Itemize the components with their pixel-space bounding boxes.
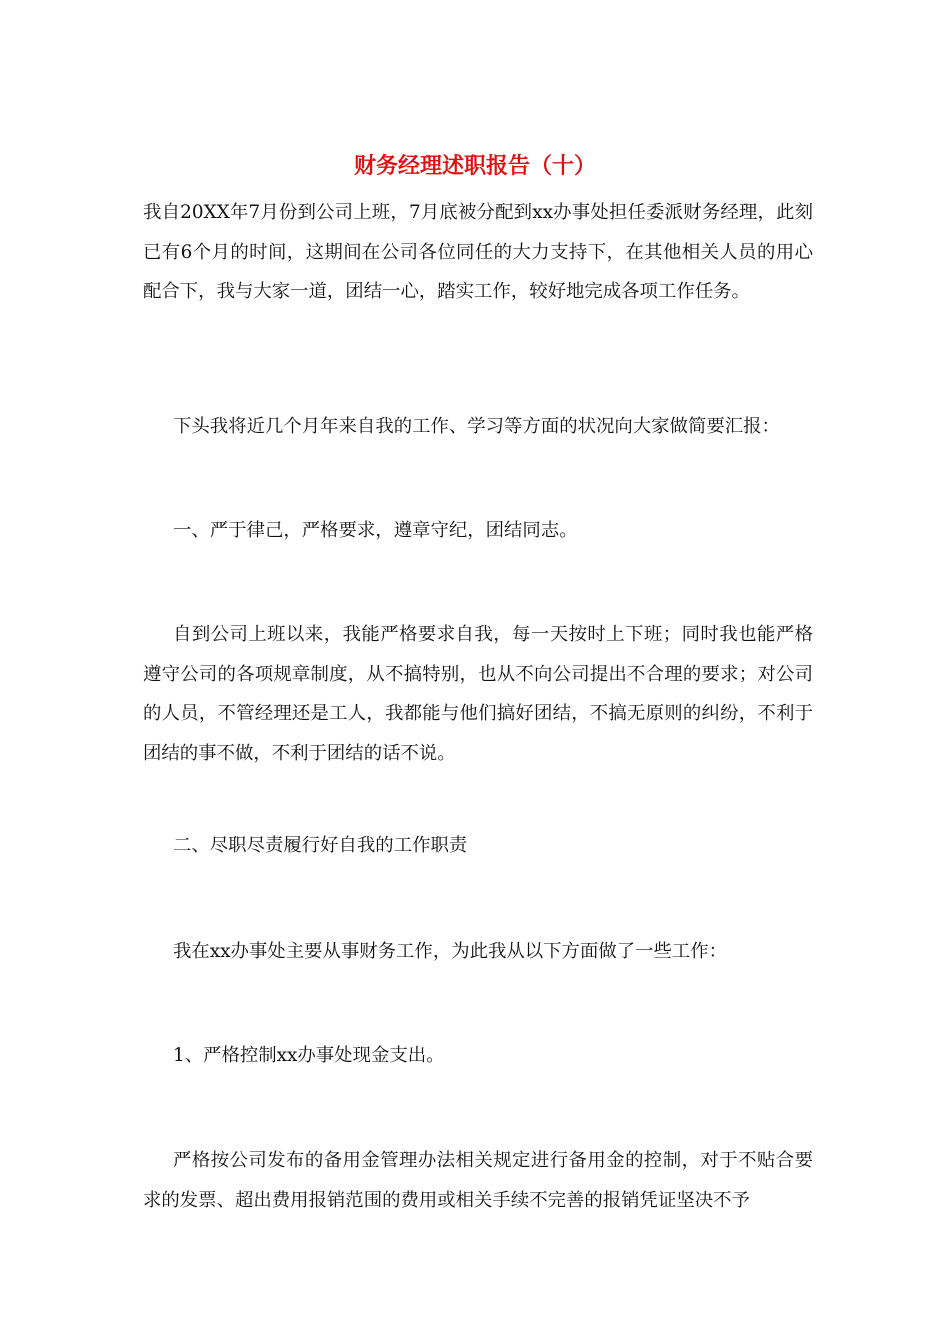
paragraph-item-1-body: 严格按公司发布的备用金管理办法相关规定进行备用金的控制，对于不贴合要求的发票、超出费用报销范围的费用或相关手续不完善的报销凭证坚决不予 <box>143 1150 813 1211</box>
paragraph-lead: 下头我将近几个月年来自我的工作、学习等方面的状况向大家做简要汇报： <box>173 416 780 437</box>
list-item-1: 1、严格控制xx办事处现金支出。 <box>173 1045 445 1066</box>
paragraph-section-1: 自到公司上班以来，我能严格要求自我，每一天按时上下班；同时我也能严格遵守公司的各项规章制度，从不搞特别，也从不向公司提出不合理的要求；对公司的人员，不管经理还是工人，我都能与他们搞好团结，不搞无原则的纠纷，不利于团结的事不做，不利于团结的话不说。 <box>143 624 813 764</box>
section-heading-1: 一、严于律己，严格要求，遵章守纪，团结同志。 <box>173 520 578 541</box>
paragraph-intro: 我自20XX年7月份到公司上班，7月底被分配到xx办事处担任委派财务经理，此刻已有6个月的时间，这期间在公司各位同任的大力支持下，在其他相关人员的用心配合下，我与大家一道，团结一心，踏实工作，较好地完成各项工作任务。 <box>143 202 813 302</box>
section-heading-2: 二、尽职尽责履行好自我的工作职责 <box>173 835 468 856</box>
paragraph-section-2-lead: 我在xx办事处主要从事财务工作，为此我从以下方面做了一些工作： <box>173 941 728 962</box>
document-title: 财务经理述职报告（十） <box>353 154 596 179</box>
